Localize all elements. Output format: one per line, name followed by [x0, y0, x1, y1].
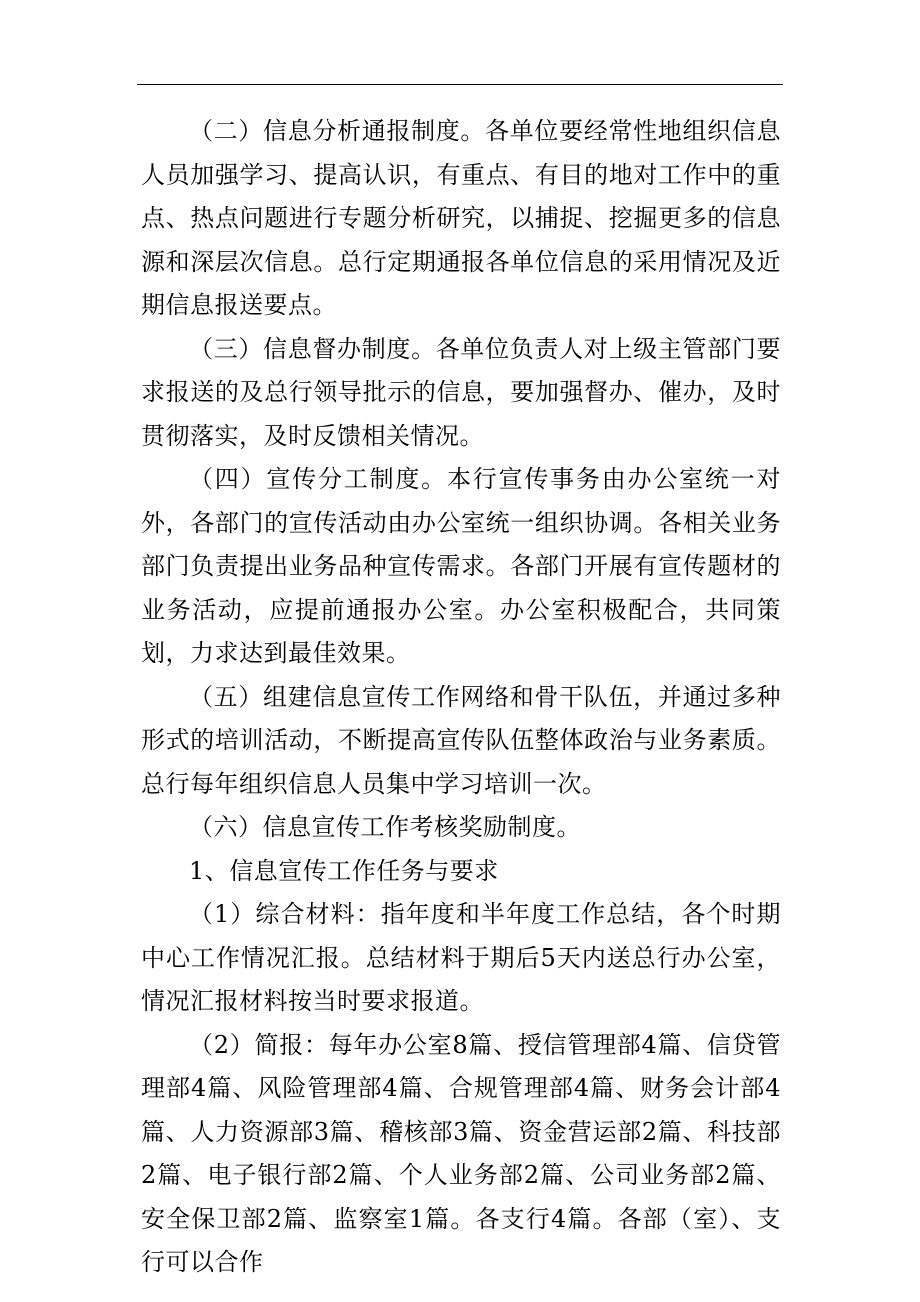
paragraph-assessment-heading: （六）信息宣传工作考核奖励制度。: [189, 813, 581, 841]
paragraph-tasks-heading: 1、信息宣传工作任务与要求: [189, 856, 499, 885]
header-rule: [137, 84, 783, 85]
document-body: [141, 110, 781, 1285]
paragraph-comprehensive-materials: （1）综合材料：指年度和半年度工作总结，各个时期中心工作情况汇报。总结材料于期后5天内送总行办公室，情况汇报材料按当时要求报道。: [141, 900, 781, 1015]
paragraph-briefings: （2）简报：每年办公室8篇、授信管理部4篇、信贷管理部4篇、风险管理部4篇、合规管理部4篇、财务会计部4篇、人力资源部3篇、稽核部3篇、资金营运部2篇、科技部2篇、电子银行部2篇、个人业务部2篇、公司业务部2篇、安全保卫部2篇、监察室1篇。各支行4篇。各部（室）、支行可以合作: [141, 1030, 781, 1276]
paragraph-network-team: （五）组建信息宣传工作网络和骨干队伍，并通过多种形式的培训活动，不断提高宣传队伍整体政治与业务素质。总行每年组织信息人员集中学习培训一次。: [141, 682, 781, 798]
paragraph-publicity-division: （四）宣传分工制度。本行宣传事务由办公室统一对外，各部门的宣传活动由办公室统一组织协调。各相关业务部门负责提出业务品种宣传需求。各部门开展有宣传题材的业务活动，应提前通报办公室。办公室积极配合，共同策划，力求达到最佳效果。: [141, 465, 781, 667]
paragraph-info-supervision: （三）信息督办制度。各单位负责人对上级主管部门要求报送的及总行领导批示的信息，要加强督办、催办，及时贯彻落实，及时反馈相关情况。: [141, 334, 781, 450]
paragraph-info-analysis: （二）信息分析通报制度。各单位要经常性地组织信息人员加强学习、提高认识，有重点、有目的地对工作中的重点、热点问题进行专题分析研究，以捕捉、挖掘更多的信息源和深层次信息。总行定期通报各单位信息的采用情况及近期信息报送要点。: [141, 117, 781, 319]
